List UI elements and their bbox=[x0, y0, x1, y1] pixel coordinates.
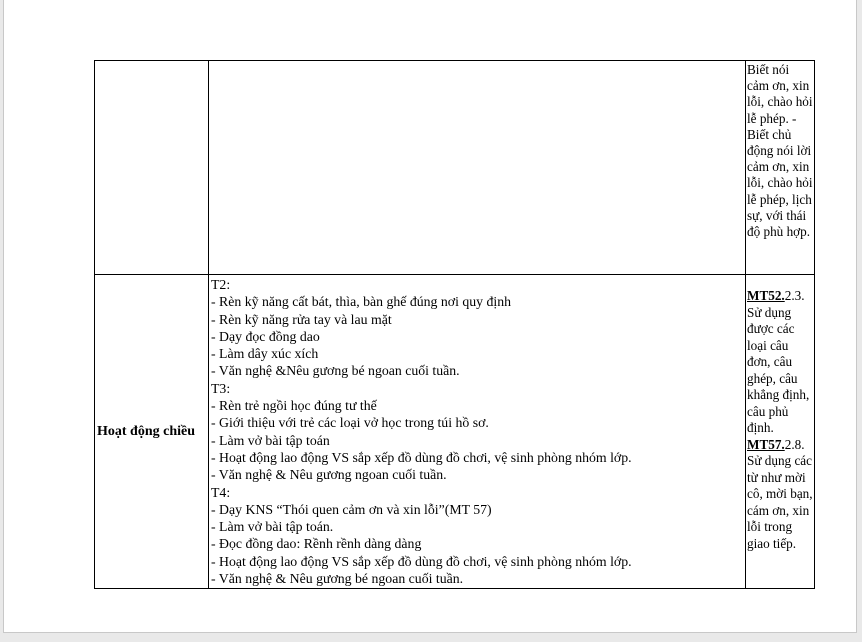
activity-line: - Văn nghệ &Nêu gương bé ngoan cuối tuần. bbox=[211, 363, 460, 379]
activity-line: - Dạy đọc đồng dao bbox=[211, 328, 320, 344]
cell-activity-content-empty bbox=[209, 61, 746, 275]
cell-goals-row2 bbox=[746, 275, 815, 589]
goal-code-mt52: MT52. bbox=[747, 288, 785, 303]
goal-code-mt57: MT57. bbox=[747, 436, 785, 452]
activity-line: - Văn nghệ & Nêu gương ngoan cuối tuần. bbox=[211, 467, 447, 483]
cell-goals-row1 bbox=[746, 61, 815, 275]
table-row-afternoon-activities bbox=[95, 275, 815, 589]
cell-activity-name-empty bbox=[95, 61, 209, 275]
activity-line: - Làm dây xúc xích bbox=[211, 346, 319, 362]
day-label-t2: T2: bbox=[211, 277, 231, 292]
goal-text: Biết nói cảm ơn, xin lỗi, chào hỏi lễ phép. - Biết chủ động nói lời cảm ơn, xin lỗi, chào hỏi lễ phép, lịch sự, với thái độ phù hợp. bbox=[747, 62, 813, 240]
activity-line: - Dạy KNS “Thói quen cảm ơn và xin lỗi”(MT 57) bbox=[211, 501, 492, 517]
goal-text-mt52: 2.3. Sử dụng được các loại câu đơn, câu ghép, câu khẳng định, câu phủ định. bbox=[747, 288, 810, 435]
activity-line: - Rèn trẻ ngồi học đúng tư thế bbox=[211, 398, 377, 414]
cell-weekly-activities bbox=[209, 275, 746, 589]
activity-line: - Làm vở bài tập toán. bbox=[211, 519, 334, 535]
activity-line: - Hoạt động lao động VS sắp xếp đồ dùng đồ chơi, vệ sinh phòng nhóm lớp. bbox=[211, 553, 632, 569]
day-label-t3: T3: bbox=[211, 380, 231, 396]
goal-item-mt52 bbox=[747, 288, 813, 437]
document-page bbox=[3, 0, 857, 633]
activity-schedule-table bbox=[94, 60, 815, 589]
activity-line: - Hoạt động lao động VS sắp xếp đồ dùng đồ chơi, vệ sinh phòng nhóm lớp. bbox=[211, 449, 632, 465]
activity-line: - Đọc đồng dao: Rềnh rềnh dàng dàng bbox=[211, 536, 422, 552]
day-label-t4: T4: bbox=[211, 484, 231, 500]
activity-name-label: Hoạt động chiều bbox=[97, 424, 196, 440]
goal-item-mt57 bbox=[747, 437, 813, 553]
table-row-continuation bbox=[95, 61, 815, 275]
activity-line: - Giới thiệu với trẻ các loại vở học trong túi hồ sơ. bbox=[211, 415, 489, 431]
activity-line: - Văn nghệ & Nêu gương bé ngoan cuối tuần. bbox=[211, 571, 464, 587]
activity-line: - Làm vở bài tập toán bbox=[211, 432, 330, 448]
cell-activity-name bbox=[95, 275, 209, 589]
activity-line: - Rèn kỹ năng rửa tay và lau mặt bbox=[211, 311, 392, 327]
activity-line: - Rèn kỹ năng cất bát, thìa, bàn ghế đúng nơi quy định bbox=[211, 294, 512, 310]
goal-text-mt57: 2.8. Sử dụng các từ như mời cô, mời bạn, cám ơn, xin lỗi trong giao tiếp. bbox=[747, 436, 813, 551]
